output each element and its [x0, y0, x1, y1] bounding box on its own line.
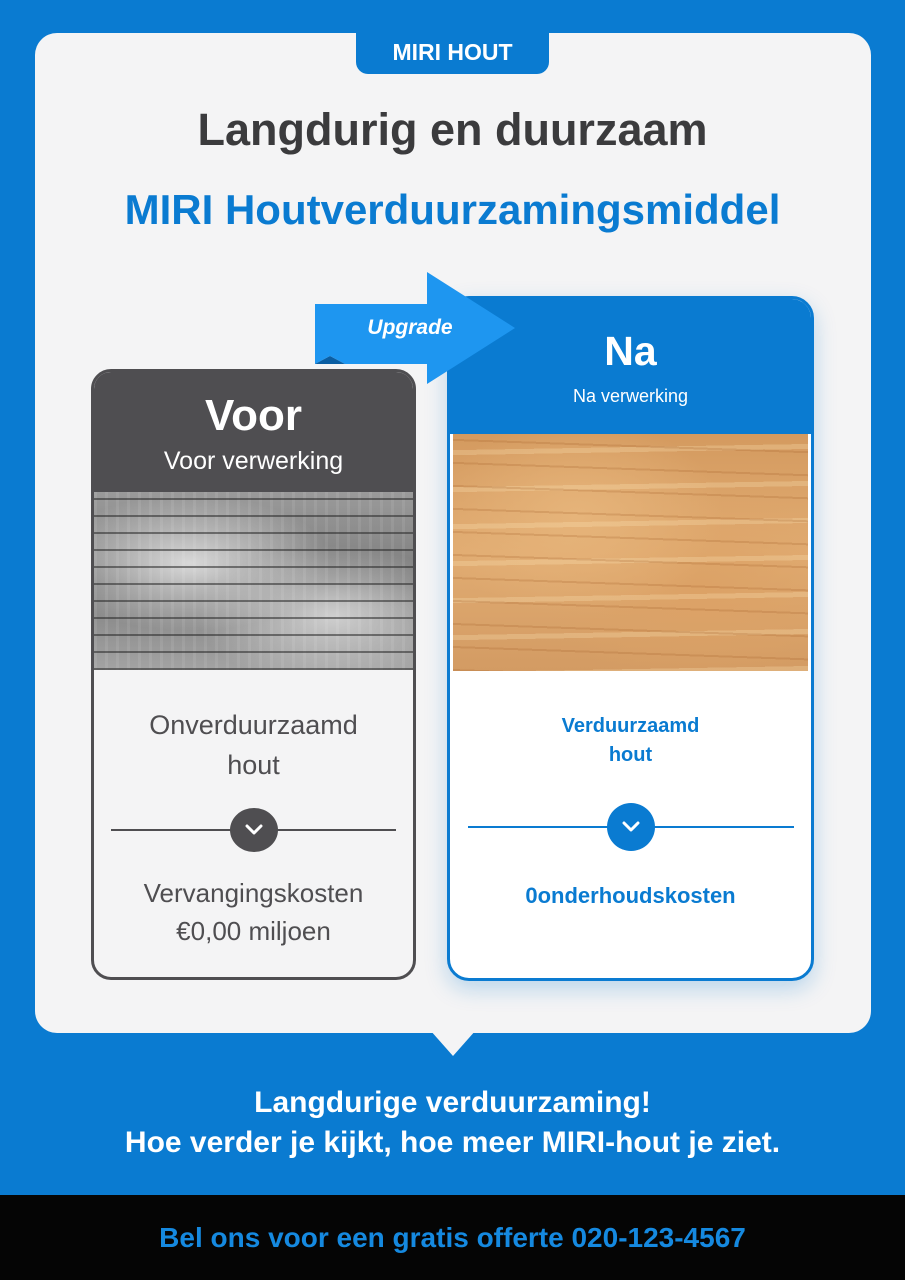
before-divider: [94, 808, 413, 852]
before-card: [91, 369, 416, 980]
weathered-wood-image: [94, 492, 413, 670]
brand-tag: MIRI HOUT: [356, 30, 549, 74]
headline: Langdurig en duurzaam: [197, 104, 708, 155]
chevron-down-icon: [230, 808, 278, 852]
tagline-line1: Langdurige verduurzaming!: [254, 1086, 651, 1119]
before-description: [94, 705, 413, 785]
before-title: Voor: [205, 391, 302, 440]
before-cost: [94, 874, 413, 950]
before-description-line1: Onverduurzaamd: [149, 710, 358, 740]
after-description-line1: Verduurzaamd: [561, 715, 700, 737]
after-cost: 0onderhoudskosten: [525, 883, 736, 908]
before-cost-line1: Vervangingskosten: [143, 878, 364, 908]
panel-pointer: [430, 1030, 476, 1056]
upgrade-label: Upgrade: [367, 316, 453, 339]
after-card: [447, 296, 814, 981]
before-header: [94, 372, 413, 492]
before-subtitle: Voor verwerking: [163, 447, 344, 475]
after-description: [450, 712, 811, 770]
subheadline: MIRI Houtverduurzamingsmiddel: [124, 186, 781, 233]
before-cost-line2: €0,00 miljoen: [176, 916, 331, 946]
after-subtitle: Na verwerking: [572, 386, 689, 406]
bottom-tagline: [0, 1083, 905, 1163]
tagline-line2: Hoe verder je kijkt, hoe meer MIRI-hout je ziet.: [124, 1126, 781, 1159]
after-title: Na: [604, 328, 657, 374]
contact-cta[interactable]: Bel ons voor een gratis offerte 020-123-4567: [159, 1221, 746, 1253]
before-description-line2: hout: [227, 750, 280, 780]
treated-wood-image: [453, 434, 808, 671]
after-divider: [450, 803, 811, 851]
chevron-down-icon: [607, 803, 655, 851]
footer-bar: [0, 1195, 905, 1280]
after-description-line2: hout: [608, 744, 653, 766]
